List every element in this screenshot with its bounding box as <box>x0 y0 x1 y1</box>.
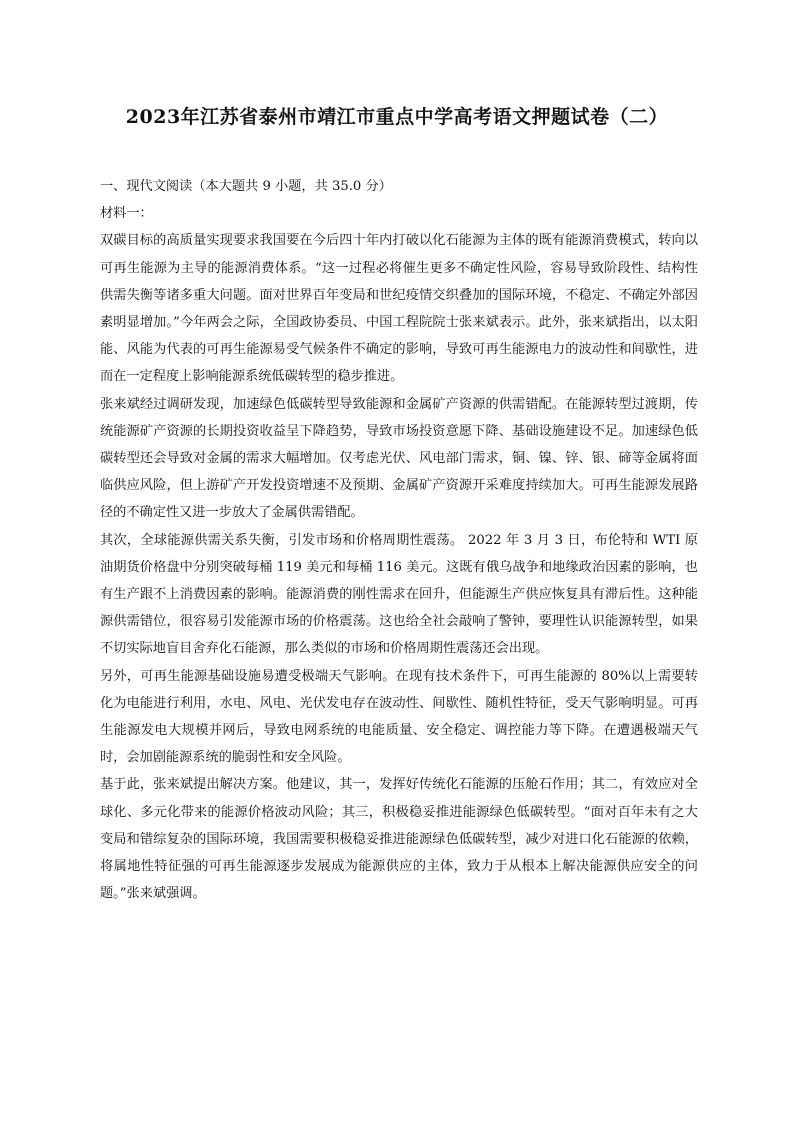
section-heading: 一、现代文阅读（本大题共 9 小题，共 35.0 分） <box>100 179 392 194</box>
paragraph-3: 其次，全球能源供需关系失衡，引发市场和价格周期性震荡。 2022 年 3 月 3 日，布伦特和 WTI 原油期货价格盘中分别突破每桶 119 美元和每桶 116 美元。这既有俄乌战争和地缘政治因素的影响，也有生产跟不上消费因素的影响。能源消费的刚性需求在回升，但能源生产供应恢复具有滞后性。这种能源供需错位，很容易引发能源市场的价格震荡。这也给全社会敲响了警钟，要理性认识能源转型，如果不切实际地盲目舍弃化石能源，那么类似的市场和价格周期性震荡还会出现。 <box>100 532 698 657</box>
document-body <box>100 173 698 907</box>
paragraph-4: 另外，可再生能源基础设施易遭受极端天气影响。在现有技术条件下，可再生能源的 80%以上需要转化为电能进行利用，水电、风电、光伏发电存在波动性、间歇性、随机性特征，受天气影响明显。可再生能源发电大规模并网后，导致电网系统的电能质量、安全稳定、调控能力等下降。在遭遇极端天气时，会加剧能源系统的脆弱性和安全风险。 <box>100 668 698 766</box>
page-title: 2023年江苏省泰州市靖江市重点中学高考语文押题试卷（二） <box>125 106 669 128</box>
paragraph-1: 双碳目标的高质量实现要求我国要在今后四十年内打破以化石能源为主体的既有能源消费模式，转向以可再生能源为主导的能源消费体系。“这一过程必将催生更多不确定性风险，容易导致阶段性、结构性供需失衡等诸多重大问题。面对世界百年变局和世纪疫情交织叠加的国际环境，不稳定、不确定外部因素明显增加。”今年两会之际，全国政协委员、中国工程院院士张来斌表示。此外，张来斌指出，以太阳能、风能为代表的可再生能源易受气候条件不确定的影响，导致可再生能源电力的波动性和间歇性，进而在一定程度上影响能源系统低碳转型的稳步推进。 <box>100 233 698 385</box>
material-label: 材料一： <box>100 206 153 222</box>
paragraph-2: 张来斌经过调研发现，加速绿色低碳转型导致能源和金属矿产资源的供需错配。在能源转型过渡期，传统能源矿产资源的长期投资收益呈下降趋势，导致市场投资意愿下降、基础设施建设不足。加速绿色低碳转型还会导致对金属的需求大幅增加。仅考虑光伏、风电部门需求，铜、镍、锌、银、碲等金属将面临供应风险，但上游矿产开发投资增速不及预期、金属矿产资源开采难度持续加大。可再生能源发展路径的不确定性又进一步放大了金属供需错配。 <box>100 396 698 521</box>
paragraph-5: 基于此，张来斌提出解决方案。他建议，其一，发挥好传统化石能源的压舱石作用；其二，有效应对全球化、多元化带来的能源价格波动风险；其三，积极稳妥推进能源绿色低碳转型。“面对百年未有之大变局和错综复杂的国际环境，我国需要积极稳妥推进能源绿色低碳转型，减少对进口化石能源的依赖，将属地性特征强的可再生能源逐步发展成为能源供应的主体，致力于从根本上解决能源供应安全的问题。”张来斌强调。 <box>100 777 698 902</box>
